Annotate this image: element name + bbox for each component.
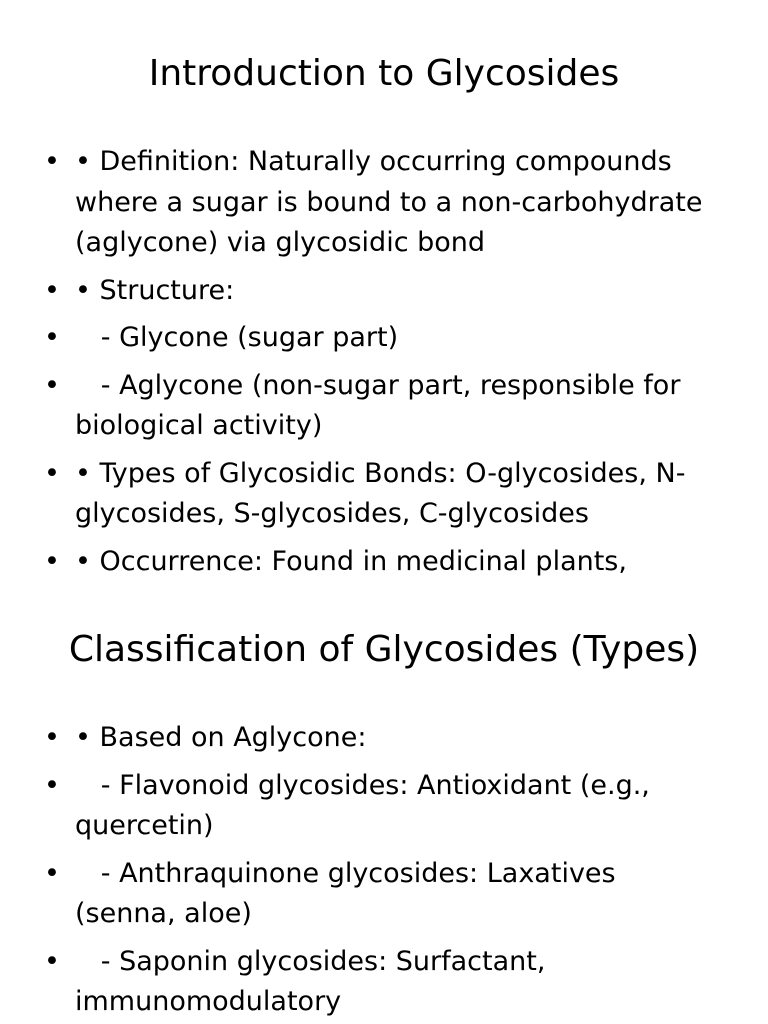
bullet-text: • Types of Glycosidic Bonds: O-glycosides, N-glycosides, S-glycosides, C-glycosides [75,457,686,529]
bullet-dot-icon: • [44,274,60,306]
bullet-dot-icon: • [44,545,60,576]
slide-classification [0,576,768,1024]
bullet-text: - Anthraquinone glycosides: Laxatives (senna, aloe) [75,857,625,929]
bullet-dot-icon: • [44,857,60,889]
bullet-dot-icon: • [44,722,60,753]
bullet-item [44,142,724,264]
bullet-dot-icon: • [44,146,60,177]
bullet-item [44,454,724,535]
bullet-item [44,542,724,577]
bullet-text: • Structure: [75,274,235,306]
slide-title: Introduction to Glycosides [148,53,620,94]
bullet-item [44,366,724,447]
bullet-text: • Occurrence: Found in medicinal plants, [75,545,627,576]
bullet-text: • Definition: Naturally occurring compounds where a sugar is bound to a non-carbohydrate (aglycone) via glycosidic bond [75,146,712,258]
slide-title: Classification of Glycosides (Types) [68,629,700,670]
bullet-dot-icon: • [44,769,60,801]
bullet-list [44,718,724,1024]
bullet-item [44,766,724,847]
bullet-text: - Flavonoid glycosides: Antioxidant (e.g., quercetin) [75,769,659,841]
bullet-text: - Glycone (sugar part) [75,322,399,353]
bullet-item [44,942,724,1023]
bullet-item [44,271,724,312]
bullet-item [44,318,724,359]
bullet-item [44,854,724,935]
bullet-text: - Aglycone (non-sugar part, responsible for biological activity) [75,369,690,441]
bullet-dot-icon: • [44,322,60,353]
bullet-text: - Saponin glycosides: Surfactant, immunomodulatory [75,945,555,1017]
bullet-dot-icon: • [44,457,60,489]
bullet-dot-icon: • [44,945,60,977]
bullet-item [44,718,724,759]
bullet-list [44,142,724,576]
bullet-dot-icon: • [44,369,60,401]
bullet-text: • Based on Aglycone: [75,722,367,753]
